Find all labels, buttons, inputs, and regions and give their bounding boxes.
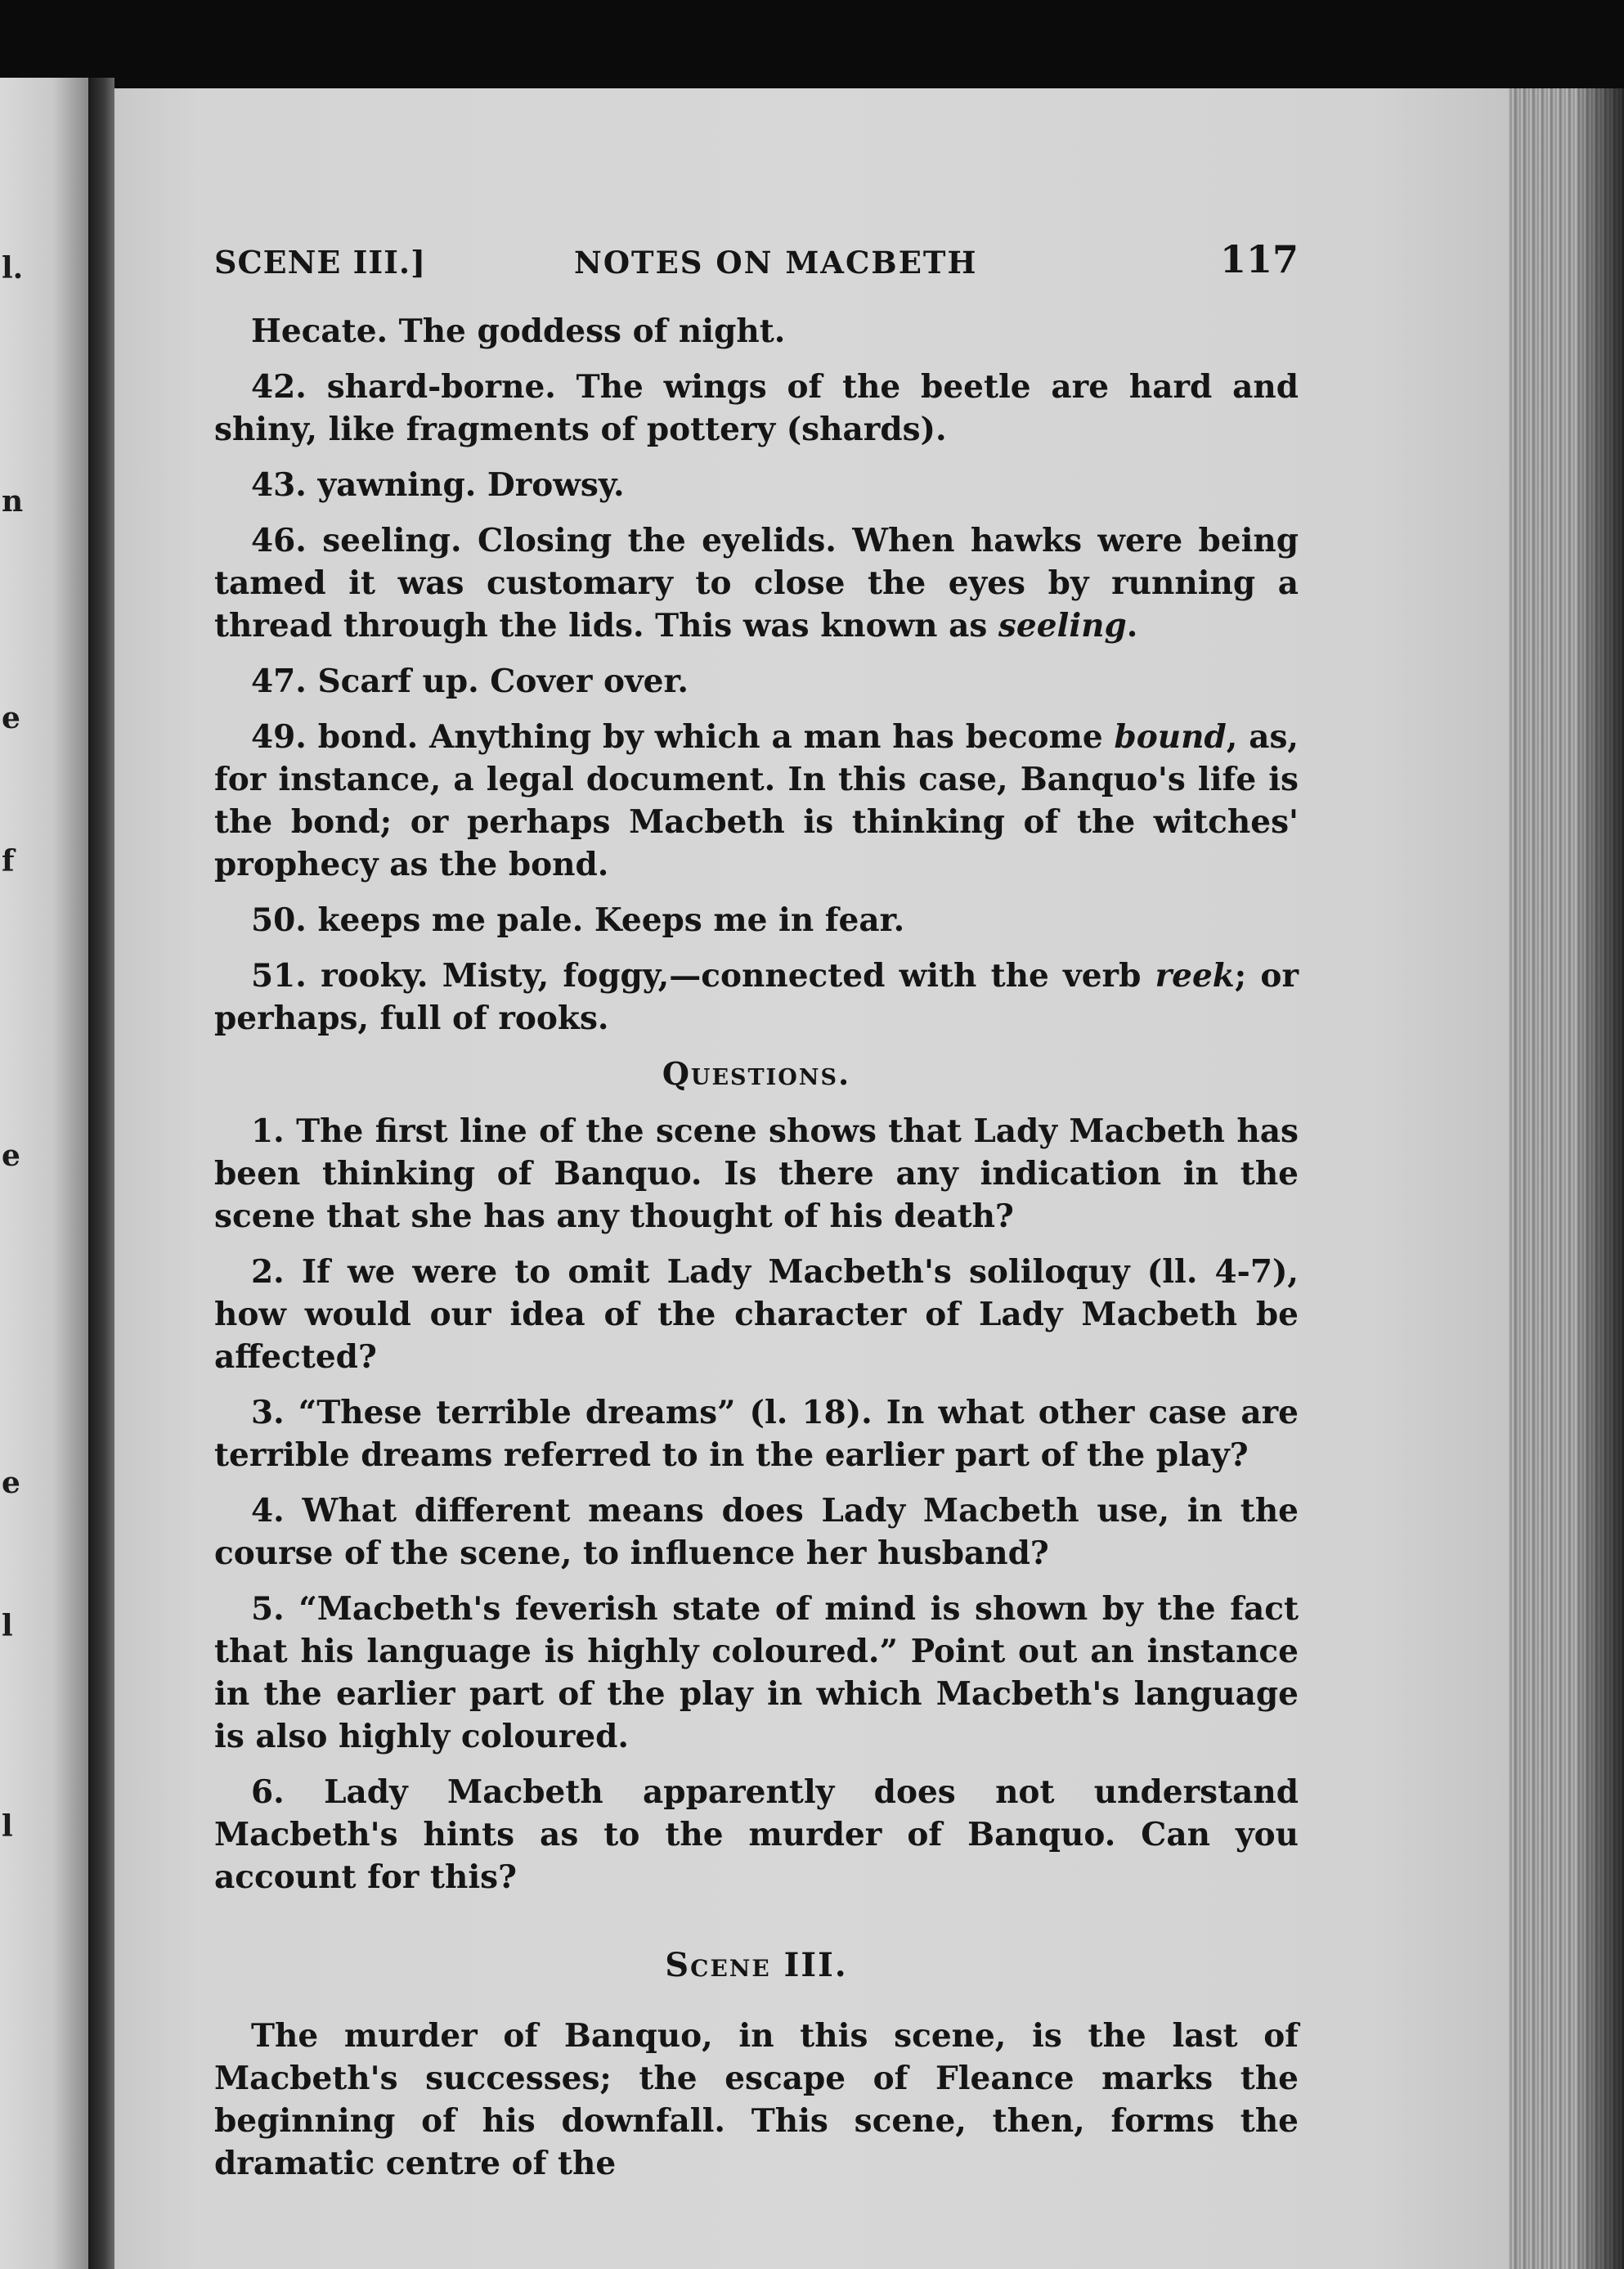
question-text: Lady Macbeth apparently does not understand Macbeth's hints as to the murder of Banquo. Can you account for this?	[214, 1773, 1299, 1896]
left-fragment: l	[2, 1809, 13, 1844]
scene-heading: Scene III.	[665, 1946, 848, 1984]
book-gutter	[88, 78, 114, 2269]
question-item	[214, 1110, 1299, 1238]
questions-list	[214, 1110, 1299, 1898]
note-entry	[214, 464, 1299, 506]
note-term: rooky.	[321, 957, 428, 995]
note-number: 43.	[251, 466, 307, 504]
note-number: 46.	[251, 522, 307, 559]
question-item	[214, 1391, 1299, 1476]
note-text: Closing the eyelids. When hawks were being tamed it was customary to close the eyes by running a thread through the lids. This was known as	[214, 522, 1299, 645]
note-text: The goddess of night.	[388, 312, 786, 350]
scene-paragraph: The murder of Banquo, in this scene, is the last of Macbeth's successes; the escape of Fleance marks the beginning of his downfall. This scene, then, forms the dramatic centre of the	[214, 2017, 1299, 2182]
note-text: Keeps me in fear.	[583, 901, 905, 939]
page-number: 117	[1219, 237, 1299, 281]
question-number: 4.	[251, 1492, 285, 1530]
note-italic: bound	[1114, 718, 1227, 756]
note-entry	[214, 955, 1299, 1040]
question-number: 5.	[251, 1590, 285, 1628]
left-fragment: e	[2, 1466, 20, 1500]
note-text-after: , as, for instance, a legal document. In this case, Banquo's life is the bond; or perhaps Macbeth is thinking of the witches' prophecy as the bond.	[214, 718, 1299, 883]
note-number: 42.	[251, 368, 307, 406]
questions-heading: Questions.	[662, 1055, 851, 1092]
question-number: 6.	[251, 1773, 285, 1811]
note-entry	[214, 660, 1299, 703]
note-text: Anything by which a man has become	[418, 718, 1115, 756]
note-text-after: ; or perhaps, full of rooks.	[214, 957, 1299, 1037]
note-term: bond.	[317, 718, 419, 756]
note-text-after: .	[1126, 607, 1138, 645]
note-number: 50.	[251, 901, 307, 939]
note-term: Hecate.	[251, 312, 388, 350]
note-entry	[214, 899, 1299, 941]
question-text: “Macbeth's feverish state of mind is shown by the fact that his language is highly coloured.” Point out an instance in the earlier part of the play in which Macbeth's language is also highly coloured.	[214, 1590, 1299, 1755]
left-fragment: n	[2, 484, 24, 519]
note-text: Misty, foggy,—connected with the verb	[428, 957, 1155, 995]
left-page-text-fragments	[0, 78, 25, 2269]
page-content	[214, 237, 1299, 2198]
running-header	[214, 237, 1299, 292]
question-text: If we were to omit Lady Macbeth's soliloquy (ll. 4-7), how would our idea of the character of Lady Macbeth be affected?	[214, 1253, 1299, 1376]
question-text: The first line of the scene shows that Lady Macbeth has been thinking of Banquo. Is there any indication in the scene that she has any thought of his death?	[214, 1112, 1299, 1235]
note-entry	[214, 310, 1299, 353]
question-number: 3.	[251, 1394, 285, 1431]
note-term: yawning.	[317, 466, 477, 504]
page-edge-shadow	[1578, 88, 1624, 2269]
note-text: Drowsy.	[476, 466, 625, 504]
header-scene: SCENE III.]	[214, 244, 427, 281]
left-fragment: e	[2, 701, 20, 735]
question-text: What different means does Lady Macbeth use, in the course of the scene, to influence her husband?	[214, 1492, 1299, 1572]
left-fragment: f	[2, 844, 15, 878]
note-entry	[214, 716, 1299, 886]
left-fragment: l.	[2, 251, 24, 285]
header-title: NOTES ON MACBETH	[574, 245, 978, 281]
note-number: 47.	[251, 663, 307, 700]
note-text: The wings of the beetle are hard and shiny, like fragments of pottery (shards).	[214, 368, 1299, 448]
note-term: seeling.	[322, 522, 462, 559]
question-item	[214, 1489, 1299, 1575]
note-italic: seeling	[998, 607, 1127, 645]
question-item	[214, 1588, 1299, 1758]
note-term: Scarf up.	[317, 663, 479, 700]
left-fragment: e	[2, 1139, 20, 1173]
question-number: 2.	[251, 1253, 285, 1291]
note-entry	[214, 366, 1299, 451]
left-fragment: l	[2, 1609, 13, 1643]
note-italic: reek	[1155, 957, 1235, 995]
question-item	[214, 1771, 1299, 1898]
note-number: 49.	[251, 718, 307, 756]
left-facing-page	[0, 78, 88, 2269]
note-entry	[214, 519, 1299, 647]
question-number: 1.	[251, 1112, 285, 1150]
note-number: 51.	[251, 957, 307, 995]
question-item	[214, 1251, 1299, 1378]
note-text: Cover over.	[478, 663, 689, 700]
notes-list	[214, 310, 1299, 1040]
note-term: shard-borne.	[326, 368, 556, 406]
note-term: keeps me pale.	[317, 901, 584, 939]
question-text: “These terrible dreams” (l. 18). In what other case are terrible dreams referred to in the earlier part of the play?	[214, 1394, 1299, 1474]
